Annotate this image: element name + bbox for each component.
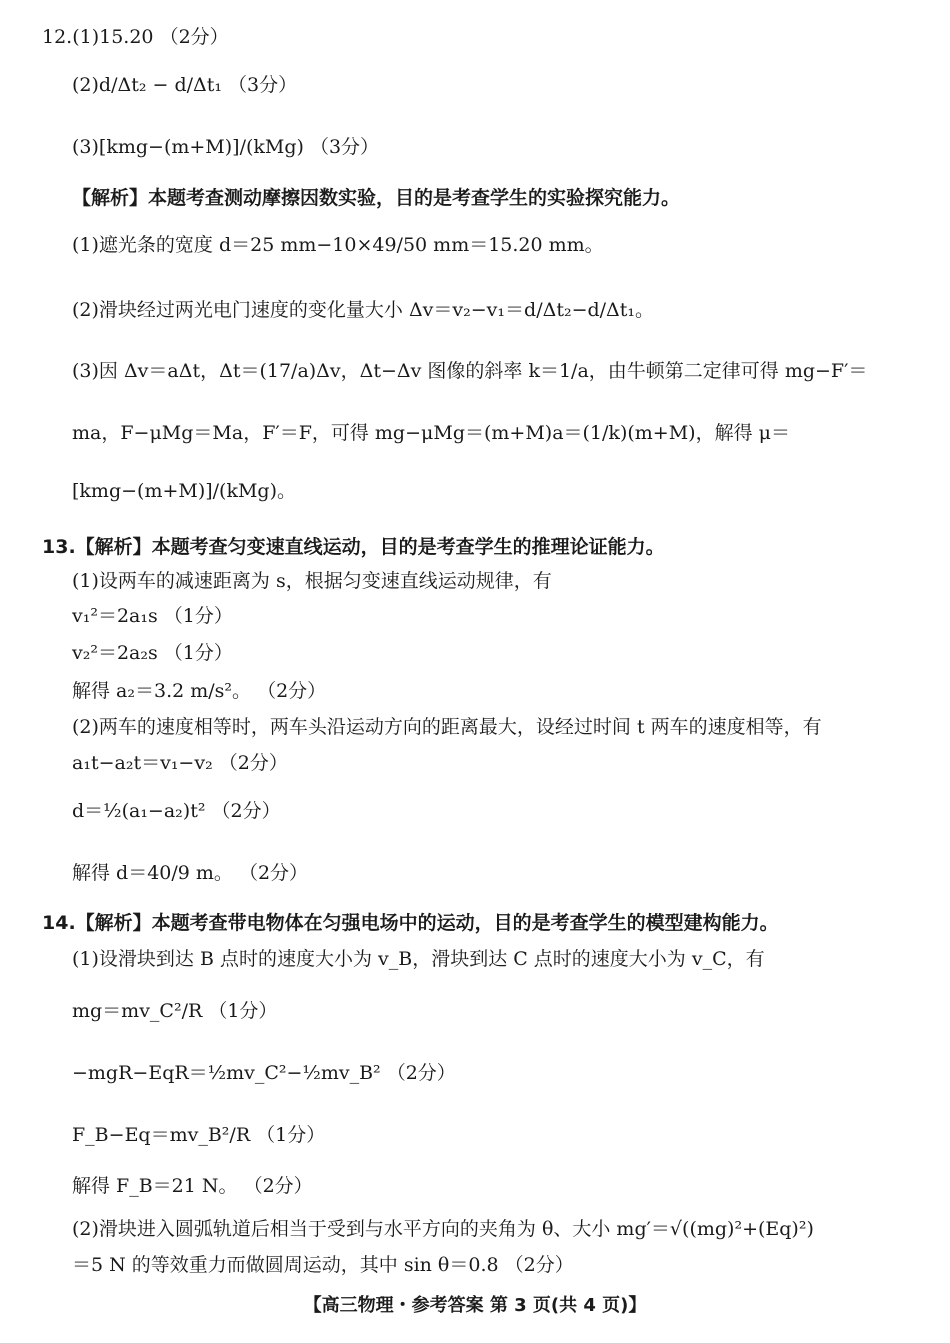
q14-line4: F_B−Eq＝mv_B²/R （1分） xyxy=(72,1124,326,1146)
q13-line4: 解得 a₂＝3.2 m/s²。 （2分） xyxy=(72,680,327,702)
q14-line5: 解得 F_B＝21 N。 （2分） xyxy=(72,1175,313,1197)
q14-title: 14.【解析】本题考查带电物体在匀强电场中的运动，目的是考查学生的模型建构能力。 xyxy=(42,912,779,934)
q12-solution-3b: ma，F−μMg＝Ma，F′＝F，可得 mg−μMg＝(m+M)a＝(1/k)(m+M)，解得 μ＝ xyxy=(72,422,790,444)
q12-solution-3c: [kmg−(m+M)]/(kMg)。 xyxy=(72,480,297,502)
q12-solution-1: (1)遮光条的宽度 d＝25 mm−10×49/50 mm＝15.20 mm。 xyxy=(72,234,604,256)
q14-line6: (2)滑块进入圆弧轨道后相当于受到与水平方向的夹角为 θ、大小 mg′＝√((mg)²+(Eq)²) xyxy=(72,1218,814,1240)
q12-part3: (3)[kmg−(m+M)]/(kMg) （3分） xyxy=(72,136,380,158)
q12-part1: 12.(1)15.20 （2分） xyxy=(42,26,229,48)
q12-solution-3a: (3)因 Δv＝aΔt，Δt＝(17/a)Δv，Δt−Δv 图像的斜率 k＝1/a，由牛顿第二定律可得 mg−F′＝ xyxy=(72,360,868,382)
q13-line5: (2)两车的速度相等时，两车头沿运动方向的距离最大，设经过时间 t 两车的速度相等，有 xyxy=(72,716,822,738)
q14-line3: −mgR−EqR＝½mv_C²−½mv_B² （2分） xyxy=(72,1062,456,1084)
q14-line1: (1)设滑块到达 B 点时的速度大小为 v_B，滑块到达 C 点时的速度大小为 v_C，有 xyxy=(72,948,765,970)
q13-line3: v₂²＝2a₂s （1分） xyxy=(72,642,233,664)
q12-solution-2: (2)滑块经过两光电门速度的变化量大小 Δv＝v₂−v₁＝d/Δt₂−d/Δt₁。 xyxy=(72,299,655,321)
q13-line7: d＝½(a₁−a₂)t² （2分） xyxy=(72,800,281,822)
q14-line7: ＝5 N 的等效重力而做圆周运动，其中 sin θ＝0.8 （2分） xyxy=(72,1254,574,1276)
q12-part2: (2)d/Δt₂ − d/Δt₁ （3分） xyxy=(72,74,298,96)
q13-line1: (1)设两车的减速距离为 s，根据匀变速直线运动规律，有 xyxy=(72,570,552,592)
q14-line2: mg＝mv_C²/R （1分） xyxy=(72,1000,278,1022)
q13-line8: 解得 d＝40/9 m。 （2分） xyxy=(72,862,309,884)
page-footer: 【高三物理・参考答案 第 3 页(共 4 页)】 xyxy=(303,1295,647,1316)
q12-analysis: 【解析】本题考查测动摩擦因数实验，目的是考查学生的实验探究能力。 xyxy=(72,187,681,209)
q13-line6: a₁t−a₂t＝v₁−v₂ （2分） xyxy=(72,752,288,774)
q13-title: 13.【解析】本题考查匀变速直线运动，目的是考查学生的推理论证能力。 xyxy=(42,536,665,558)
q13-line2: v₁²＝2a₁s （1分） xyxy=(72,605,233,627)
